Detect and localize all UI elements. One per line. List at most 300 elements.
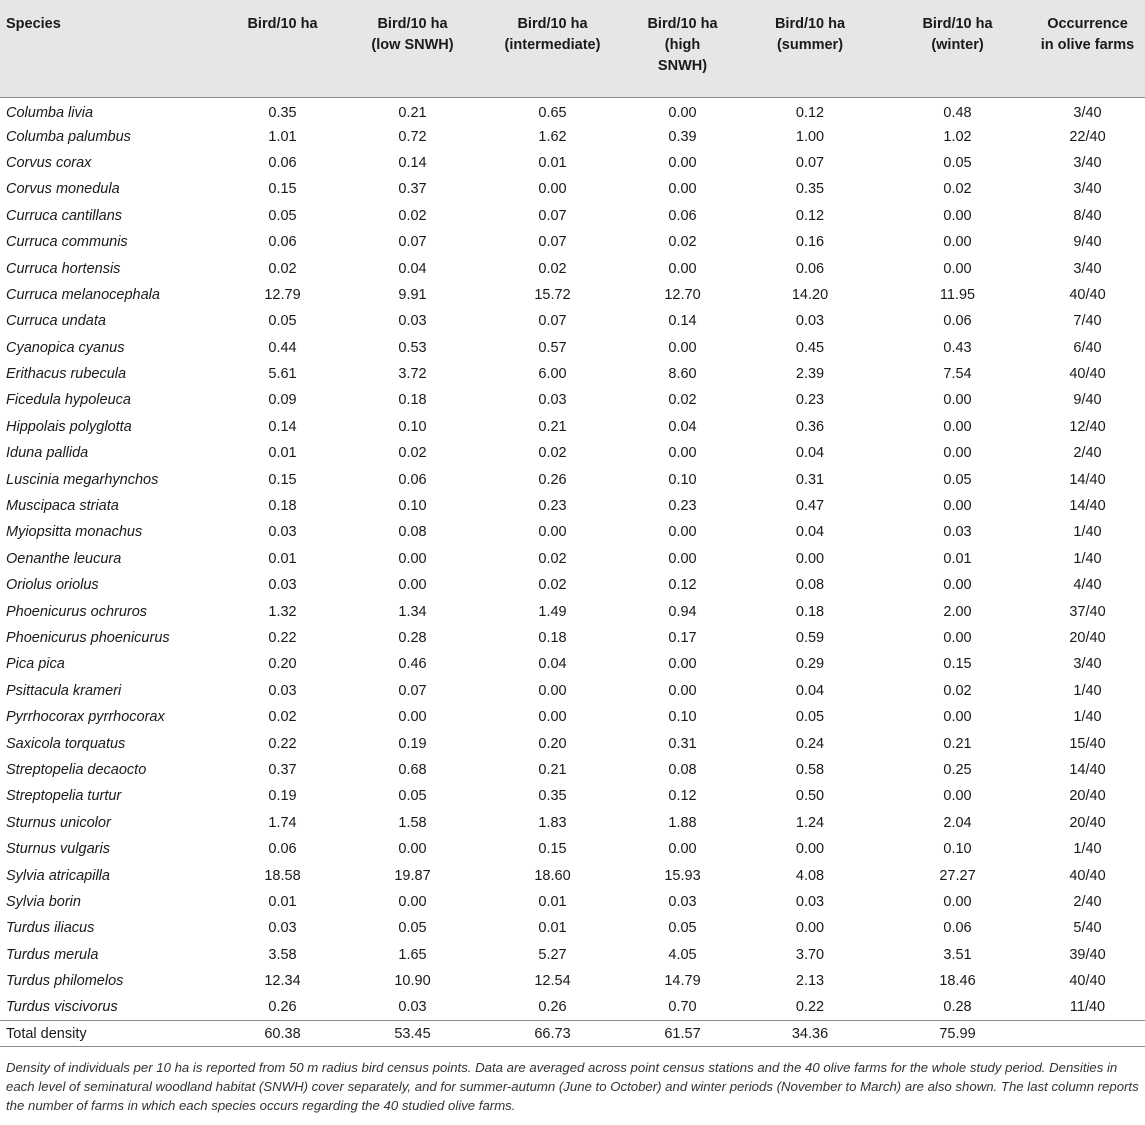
value-cell: 0.35 — [795, 181, 825, 198]
value-cell: 6/40 — [1073, 339, 1102, 356]
value-cell: 1.01 — [268, 128, 297, 145]
value-cell: 1.83 — [538, 814, 567, 831]
value-cell: 0.37 — [398, 181, 427, 198]
value-cell: 0.01 — [538, 154, 567, 171]
value-cell: 0.03 — [268, 577, 297, 594]
table-footnote: Density of individuals per 10 ha is reported from 50 m radius bird census points. Data are averaged across point census stations and the 40 olive farms for the whole study period. Densities in each level of seminatural woodland habitat (SNWH) cover separately, and for summer-autumn (June to October) and winter periods (November to March) are also shown. The last column reports the number of farms in which each species occurs regarding the 40 studied olive farms. — [6, 1060, 1139, 1113]
value-cell: 2/40 — [1073, 445, 1102, 462]
value-cell: 0.00 — [668, 841, 697, 858]
table-row — [0, 519, 1145, 545]
value-cell: 0.00 — [795, 550, 825, 567]
value-cell: 0.17 — [668, 630, 697, 646]
value-cell: 0.65 — [538, 105, 567, 122]
value-cell: 0.02 — [538, 550, 567, 567]
value-cell: 0.21 — [398, 105, 427, 122]
value-cell: 0.20 — [268, 656, 297, 673]
value-cell: 14/40 — [1069, 471, 1106, 488]
species-name-cell: Psittacula krameri — [6, 682, 122, 699]
table-row — [0, 730, 1145, 756]
value-cell: 0.00 — [795, 841, 825, 858]
species-name-cell: Streptopelia turtur — [6, 788, 122, 805]
column-header-5: Bird/10 ha (summer) — [735, 0, 885, 97]
value-cell: 3/40 — [1073, 656, 1102, 673]
value-cell: 0.02 — [538, 577, 567, 594]
value-cell: 2.13 — [795, 973, 825, 990]
value-cell: 0.03 — [538, 392, 567, 409]
value-cell: 0.12 — [668, 577, 697, 594]
value-cell: 5/40 — [1073, 920, 1102, 937]
value-cell: 0.00 — [668, 524, 697, 541]
value-cell: 0.02 — [398, 445, 427, 462]
value-cell: 12.70 — [664, 286, 701, 303]
table-row — [0, 335, 1145, 361]
value-cell: 14/40 — [1069, 498, 1106, 515]
value-cell: 0.23 — [795, 392, 825, 409]
value-cell: 0.05 — [795, 709, 825, 726]
species-name-cell: Sturnus vulgaris — [6, 841, 110, 858]
column-header-7: Occurrence in olive farms — [1030, 0, 1145, 97]
value-cell: 0.35 — [268, 105, 297, 122]
value-cell: 0.00 — [943, 498, 972, 515]
value-cell: 1/40 — [1073, 709, 1102, 726]
total-value-cell: 53.45 — [350, 1021, 475, 1047]
value-cell: 0.00 — [398, 550, 427, 567]
column-header-2: Bird/10 ha (low SNWH) — [350, 0, 475, 97]
table-row — [0, 493, 1145, 519]
value-cell: 9/40 — [1073, 234, 1102, 251]
table-row — [0, 862, 1145, 888]
value-cell: 0.06 — [668, 207, 697, 224]
species-name-cell: Turdus iliacus — [6, 920, 95, 937]
total-value-cell — [1030, 1021, 1145, 1047]
value-cell: 0.03 — [795, 893, 825, 910]
value-cell: 15/40 — [1069, 735, 1106, 752]
value-cell: 0.00 — [398, 893, 427, 910]
value-cell: 0.16 — [795, 234, 825, 251]
value-cell: 1.74 — [268, 814, 297, 831]
species-name-cell: Sturnus unicolor — [6, 814, 111, 831]
value-cell: 0.00 — [795, 920, 825, 937]
value-cell: 0.07 — [538, 207, 567, 224]
value-cell: 6.00 — [538, 366, 567, 383]
value-cell: 20/40 — [1069, 814, 1106, 831]
value-cell: 0.04 — [795, 524, 825, 541]
value-cell: 0.21 — [538, 761, 567, 778]
table-body — [0, 97, 1145, 1047]
value-cell: 0.00 — [538, 682, 567, 699]
value-cell: 18.60 — [534, 867, 571, 884]
value-cell: 2.00 — [943, 603, 972, 620]
species-name-cell: Muscipaca striata — [6, 498, 119, 515]
value-cell: 3.51 — [943, 946, 972, 963]
value-cell: 0.44 — [268, 339, 297, 356]
table-row — [0, 889, 1145, 915]
value-cell: 0.00 — [668, 154, 697, 171]
value-cell: 0.08 — [398, 524, 427, 541]
value-cell: 3/40 — [1073, 105, 1102, 122]
value-cell: 0.15 — [268, 181, 297, 198]
value-cell: 0.04 — [795, 682, 825, 699]
value-cell: 0.14 — [398, 154, 427, 171]
value-cell: 1.32 — [268, 603, 297, 620]
value-cell: 27.27 — [939, 867, 976, 884]
species-name-cell: Columba palumbus — [6, 128, 131, 145]
table-row — [0, 942, 1145, 968]
value-cell: 0.02 — [268, 260, 297, 277]
value-cell: 0.00 — [668, 445, 697, 462]
table-row — [0, 757, 1145, 783]
value-cell: 1/40 — [1073, 550, 1102, 567]
value-cell: 0.28 — [398, 630, 427, 646]
value-cell: 0.07 — [398, 234, 427, 251]
total-value-cell: 34.36 — [735, 1021, 885, 1047]
value-cell: 12.34 — [264, 973, 301, 990]
value-cell: 0.00 — [943, 207, 972, 224]
species-name-cell: Myiopsitta monachus — [6, 524, 143, 541]
species-name-cell: Curruca communis — [6, 234, 128, 251]
value-cell: 0.08 — [668, 761, 697, 778]
value-cell: 11/40 — [1069, 999, 1106, 1016]
table-row — [0, 915, 1145, 941]
value-cell: 0.06 — [795, 260, 825, 277]
value-cell: 0.02 — [943, 682, 972, 699]
value-cell: 18.58 — [264, 867, 301, 884]
species-name-cell: Ficedula hypoleuca — [6, 392, 131, 409]
value-cell: 0.00 — [943, 893, 972, 910]
value-cell: 0.02 — [268, 709, 297, 726]
value-cell: 1/40 — [1073, 524, 1102, 541]
value-cell: 40/40 — [1069, 973, 1106, 990]
value-cell: 0.00 — [668, 260, 697, 277]
species-name-cell: Phoenicurus phoenicurus — [6, 630, 170, 646]
value-cell: 0.00 — [398, 577, 427, 594]
value-cell: 0.05 — [398, 788, 427, 805]
value-cell: 15.72 — [534, 286, 571, 303]
species-name-cell: Corvus monedula — [6, 181, 120, 198]
value-cell: 0.18 — [398, 392, 427, 409]
value-cell: 0.12 — [668, 788, 697, 805]
value-cell: 11.95 — [939, 286, 976, 303]
value-cell: 0.01 — [268, 445, 297, 462]
value-cell: 0.02 — [668, 234, 697, 251]
column-header-3: Bird/10 ha (intermediate) — [475, 0, 630, 97]
table-row — [0, 308, 1145, 334]
value-cell: 0.00 — [668, 105, 697, 122]
value-cell: 0.70 — [668, 999, 697, 1016]
value-cell: 0.10 — [668, 471, 697, 488]
value-cell: 0.07 — [398, 682, 427, 699]
species-name-cell: Curruca cantillans — [6, 207, 123, 224]
value-cell: 0.18 — [795, 603, 825, 620]
value-cell: 1.00 — [795, 128, 825, 145]
value-cell: 0.03 — [943, 524, 972, 541]
table-row — [0, 810, 1145, 836]
total-label-cell: Total density — [0, 1021, 215, 1047]
species-name-cell: Sylvia borin — [6, 893, 81, 910]
value-cell: 0.00 — [943, 577, 972, 594]
value-cell: 4.05 — [668, 946, 697, 963]
value-cell: 8/40 — [1073, 207, 1102, 224]
value-cell: 0.02 — [538, 260, 567, 277]
total-value-cell: 61.57 — [630, 1021, 735, 1047]
value-cell: 40/40 — [1069, 286, 1106, 303]
value-cell: 0.15 — [538, 841, 567, 858]
species-name-cell: Columba livia — [6, 105, 94, 122]
table-row — [0, 678, 1145, 704]
value-cell: 0.57 — [538, 339, 567, 356]
value-cell: 0.04 — [668, 418, 697, 435]
value-cell: 3/40 — [1073, 260, 1102, 277]
value-cell: 1.58 — [398, 814, 427, 831]
species-name-cell: Streptopelia decaocto — [6, 761, 147, 778]
header-row — [0, 0, 1145, 97]
table-row — [0, 994, 1145, 1020]
value-cell: 0.58 — [795, 761, 825, 778]
value-cell: 4.08 — [795, 867, 825, 884]
value-cell: 0.72 — [398, 128, 427, 145]
species-name-cell: Oriolus oriolus — [6, 577, 99, 594]
table-row — [0, 150, 1145, 176]
value-cell: 1.65 — [398, 946, 427, 963]
value-cell: 0.14 — [668, 313, 697, 330]
value-cell: 2/40 — [1073, 893, 1102, 910]
table-row — [0, 783, 1145, 809]
value-cell: 0.15 — [943, 656, 972, 673]
value-cell: 0.10 — [398, 498, 427, 515]
column-header-1: Bird/10 ha — [215, 0, 350, 97]
value-cell: 0.12 — [795, 105, 825, 122]
species-name-cell: Pyrrhocorax pyrrhocorax — [6, 709, 165, 726]
value-cell: 0.25 — [943, 761, 972, 778]
value-cell: 14/40 — [1069, 761, 1106, 778]
value-cell: 0.00 — [943, 630, 972, 646]
species-name-cell: Cyanopica cyanus — [6, 339, 125, 356]
value-cell: 0.00 — [398, 841, 427, 858]
value-cell: 0.36 — [795, 418, 825, 435]
value-cell: 0.06 — [268, 841, 297, 858]
value-cell: 0.08 — [795, 577, 825, 594]
value-cell: 0.00 — [943, 788, 972, 805]
total-value-cell: 60.38 — [215, 1021, 350, 1047]
value-cell: 1.62 — [538, 128, 567, 145]
value-cell: 0.06 — [268, 234, 297, 251]
value-cell: 0.04 — [538, 656, 567, 673]
value-cell: 0.18 — [268, 498, 297, 515]
value-cell: 0.59 — [795, 630, 825, 646]
table-row — [0, 229, 1145, 255]
value-cell: 0.00 — [943, 260, 972, 277]
value-cell: 39/40 — [1069, 946, 1106, 963]
value-cell: 0.18 — [538, 630, 567, 646]
value-cell: 0.03 — [268, 920, 297, 937]
value-cell: 0.53 — [398, 339, 427, 356]
species-name-cell: Curruca hortensis — [6, 260, 121, 277]
value-cell: 0.00 — [668, 181, 697, 198]
column-header-6: Bird/10 ha (winter) — [885, 0, 1030, 97]
value-cell: 0.47 — [795, 498, 825, 515]
value-cell: 0.03 — [268, 682, 297, 699]
value-cell: 0.00 — [668, 339, 697, 356]
table-row — [0, 572, 1145, 598]
value-cell: 0.43 — [943, 339, 972, 356]
value-cell: 0.14 — [268, 418, 297, 435]
value-cell: 1.88 — [668, 814, 697, 831]
value-cell: 0.03 — [668, 893, 697, 910]
value-cell: 0.01 — [538, 893, 567, 910]
value-cell: 0.45 — [795, 339, 825, 356]
value-cell: 1.49 — [538, 603, 567, 620]
value-cell: 2.39 — [795, 366, 825, 383]
species-name-cell: Oenanthe leucura — [6, 550, 122, 567]
value-cell: 0.22 — [268, 735, 297, 752]
table-row — [0, 97, 1145, 123]
value-cell: 0.00 — [943, 392, 972, 409]
value-cell: 0.00 — [943, 445, 972, 462]
value-cell: 0.00 — [538, 524, 567, 541]
value-cell: 0.31 — [668, 735, 697, 752]
species-name-cell: Turdus philomelos — [6, 973, 124, 990]
value-cell: 0.39 — [668, 128, 697, 145]
total-density-row — [0, 1021, 1145, 1047]
value-cell: 0.02 — [538, 445, 567, 462]
value-cell: 1/40 — [1073, 841, 1102, 858]
value-cell: 0.05 — [268, 207, 297, 224]
value-cell: 0.03 — [398, 313, 427, 330]
table-row — [0, 123, 1145, 149]
value-cell: 0.48 — [943, 105, 972, 122]
table-row — [0, 440, 1145, 466]
value-cell: 0.10 — [398, 418, 427, 435]
total-value-cell: 66.73 — [475, 1021, 630, 1047]
species-name-cell: Corvus corax — [6, 154, 92, 171]
value-cell: 0.00 — [943, 234, 972, 251]
value-cell: 22/40 — [1069, 128, 1106, 145]
value-cell: 0.07 — [538, 313, 567, 330]
species-name-cell: Turdus merula — [6, 946, 99, 963]
value-cell: 18.46 — [939, 973, 976, 990]
species-name-cell: Curruca undata — [6, 313, 106, 330]
value-cell: 0.20 — [538, 735, 567, 752]
value-cell: 2.04 — [943, 814, 972, 831]
value-cell: 0.03 — [398, 999, 427, 1016]
value-cell: 0.05 — [943, 154, 972, 171]
value-cell: 40/40 — [1069, 867, 1106, 884]
value-cell: 0.26 — [268, 999, 297, 1016]
value-cell: 10.90 — [394, 973, 431, 990]
value-cell: 0.26 — [538, 471, 567, 488]
value-cell: 0.35 — [538, 788, 567, 805]
species-name-cell: Sylvia atricapilla — [6, 867, 110, 884]
value-cell: 0.01 — [943, 550, 972, 567]
species-name-cell: Curruca melanocephala — [6, 286, 160, 303]
value-cell: 0.04 — [398, 260, 427, 277]
value-cell: 0.10 — [668, 709, 697, 726]
value-cell: 0.29 — [795, 656, 825, 673]
value-cell: 0.02 — [668, 392, 697, 409]
value-cell: 3.70 — [795, 946, 825, 963]
value-cell: 0.04 — [795, 445, 825, 462]
value-cell: 8.60 — [668, 366, 697, 383]
value-cell: 0.00 — [398, 709, 427, 726]
value-cell: 20/40 — [1069, 630, 1106, 646]
value-cell: 0.23 — [538, 498, 567, 515]
total-value-cell: 75.99 — [885, 1021, 1030, 1047]
column-header-4: Bird/10 ha (high SNWH) — [630, 0, 735, 97]
table-row — [0, 361, 1145, 387]
value-cell: 0.00 — [943, 418, 972, 435]
table-row — [0, 968, 1145, 994]
value-cell: 0.01 — [268, 893, 297, 910]
species-name-cell: Saxicola torquatus — [6, 735, 126, 752]
table-row — [0, 255, 1145, 281]
value-cell: 0.06 — [943, 920, 972, 937]
value-cell: 0.06 — [398, 471, 427, 488]
species-name-cell: Phoenicurus ochruros — [6, 603, 148, 620]
value-cell: 12.79 — [264, 286, 301, 303]
value-cell: 0.68 — [398, 761, 427, 778]
value-cell: 0.02 — [398, 207, 427, 224]
value-cell: 1.34 — [398, 603, 427, 620]
value-cell: 0.22 — [268, 630, 297, 646]
value-cell: 4/40 — [1073, 577, 1102, 594]
value-cell: 20/40 — [1069, 788, 1106, 805]
value-cell: 0.19 — [398, 735, 427, 752]
value-cell: 1.24 — [795, 814, 825, 831]
value-cell: 15.93 — [664, 867, 701, 884]
value-cell: 0.94 — [668, 603, 697, 620]
value-cell: 14.20 — [791, 286, 829, 303]
value-cell: 3.72 — [398, 366, 427, 383]
value-cell: 0.07 — [795, 154, 825, 171]
value-cell: 0.19 — [268, 788, 297, 805]
value-cell: 0.05 — [268, 313, 297, 330]
table-row — [0, 836, 1145, 862]
value-cell: 37/40 — [1069, 603, 1106, 620]
value-cell: 7.54 — [943, 366, 972, 383]
species-name-cell: Hippolais polyglotta — [6, 418, 132, 435]
value-cell: 5.61 — [268, 366, 297, 383]
species-name-cell: Pica pica — [6, 656, 65, 673]
table-row — [0, 176, 1145, 202]
value-cell: 7/40 — [1073, 313, 1102, 330]
value-cell: 19.87 — [394, 867, 431, 884]
value-cell: 0.12 — [795, 207, 825, 224]
value-cell: 0.10 — [943, 841, 972, 858]
table-row — [0, 651, 1145, 677]
value-cell: 0.15 — [268, 471, 297, 488]
value-cell: 12/40 — [1069, 418, 1106, 435]
value-cell: 0.46 — [398, 656, 427, 673]
value-cell: 9/40 — [1073, 392, 1102, 409]
value-cell: 0.07 — [538, 234, 567, 251]
value-cell: 1/40 — [1073, 682, 1102, 699]
value-cell: 0.03 — [268, 524, 297, 541]
species-name-cell: Iduna pallida — [6, 445, 89, 462]
table-row — [0, 546, 1145, 572]
value-cell: 14.79 — [664, 973, 701, 990]
value-cell: 0.31 — [795, 471, 825, 488]
table-row — [0, 203, 1145, 229]
value-cell: 0.00 — [668, 656, 697, 673]
value-cell: 0.03 — [795, 313, 825, 330]
value-cell: 0.06 — [268, 154, 297, 171]
species-name-cell: Luscinia megarhynchos — [6, 471, 159, 488]
value-cell: 0.22 — [795, 999, 825, 1016]
species-name-cell: Turdus viscivorus — [6, 999, 118, 1016]
table-row — [0, 598, 1145, 624]
table-row — [0, 387, 1145, 413]
value-cell: 0.23 — [668, 498, 697, 515]
